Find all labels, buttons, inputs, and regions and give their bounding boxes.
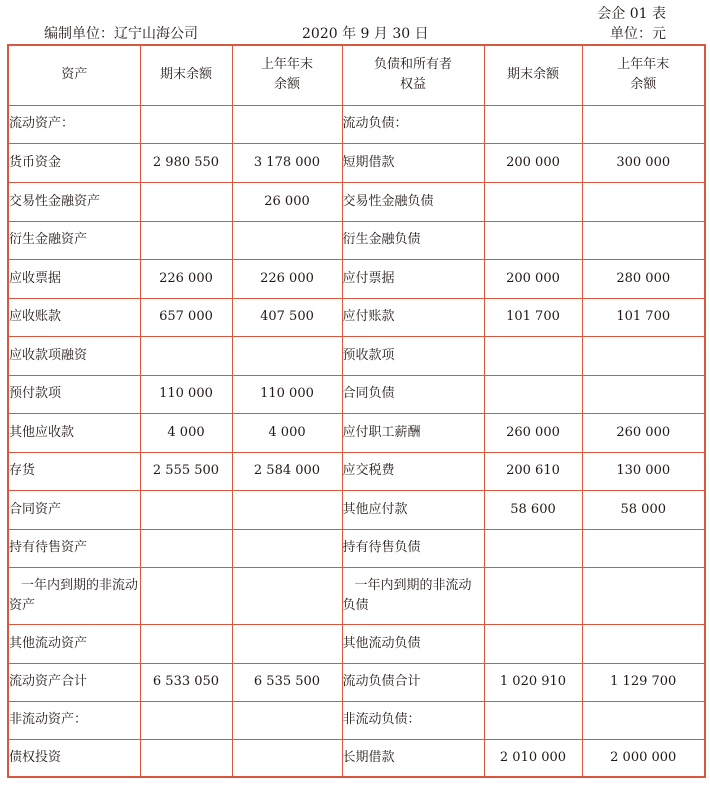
unit-label: 单位：元 — [610, 26, 666, 42]
table-row — [8, 490, 705, 529]
asset-end-value — [140, 336, 232, 375]
liability-label: 短期借款 — [342, 143, 484, 182]
liability-end-value — [484, 105, 582, 143]
asset-end-value: 2 980 550 — [140, 143, 232, 182]
liability-end-value: 200 000 — [484, 259, 582, 298]
asset-end-value — [140, 221, 232, 259]
liability-end-value — [484, 624, 582, 663]
asset-end-value: 226 000 — [140, 259, 232, 298]
liability-prev-value: 260 000 — [582, 413, 705, 452]
liability-label: 持有待售负债 — [342, 529, 484, 567]
asset-label: 存货 — [8, 452, 140, 490]
table-row — [8, 663, 705, 701]
asset-prev-value — [232, 529, 342, 567]
table-row — [8, 336, 705, 375]
asset-label: 流动资产： — [8, 105, 140, 143]
asset-end-value: 110 000 — [140, 375, 232, 413]
asset-prev-value — [232, 567, 342, 624]
asset-label: 一年内到期的非流动资产 — [8, 567, 140, 624]
table-row — [8, 701, 705, 739]
asset-end-value — [140, 182, 232, 221]
liability-end-value — [484, 375, 582, 413]
asset-label: 债权投资 — [8, 739, 140, 777]
asset-label: 交易性金融资产 — [8, 182, 140, 221]
liability-prev-value: 2 000 000 — [582, 739, 705, 777]
liability-end-value: 101 700 — [484, 298, 582, 336]
asset-label: 货币资金 — [8, 143, 140, 182]
liability-end-value: 200 000 — [484, 143, 582, 182]
liability-prev-value: 101 700 — [582, 298, 705, 336]
asset-prev-value: 2 584 000 — [232, 452, 342, 490]
asset-label: 合同资产 — [8, 490, 140, 529]
table-row — [8, 221, 705, 259]
liability-label: 一年内到期的非流动负债 — [342, 567, 484, 624]
asset-prev-value: 4 000 — [232, 413, 342, 452]
liability-prev-value: 300 000 — [582, 143, 705, 182]
asset-prev-value: 407 500 — [232, 298, 342, 336]
asset-prev-value: 110 000 — [232, 375, 342, 413]
liability-label: 长期借款 — [342, 739, 484, 777]
liability-prev-value — [582, 182, 705, 221]
asset-label: 应收票据 — [8, 259, 140, 298]
liability-prev-value — [582, 375, 705, 413]
asset-end-value: 657 000 — [140, 298, 232, 336]
liability-label: 应付账款 — [342, 298, 484, 336]
table-row — [8, 298, 705, 336]
liability-label: 流动负债合计 — [342, 663, 484, 701]
asset-prev-value — [232, 739, 342, 777]
table-row — [8, 143, 705, 182]
liability-label: 预收款项 — [342, 336, 484, 375]
liability-label: 应付职工薪酬 — [342, 413, 484, 452]
asset-end-value — [140, 739, 232, 777]
liability-label: 其他流动负债 — [342, 624, 484, 663]
asset-end-value: 6 533 050 — [140, 663, 232, 701]
table-row — [8, 182, 705, 221]
table-row — [8, 624, 705, 663]
table-row — [8, 259, 705, 298]
table-row — [8, 452, 705, 490]
asset-end-value — [140, 105, 232, 143]
liability-label: 合同负债 — [342, 375, 484, 413]
col-header-liab-prev: 上年年末 余额 — [582, 45, 705, 105]
asset-label: 其他应收款 — [8, 413, 140, 452]
liability-prev-value — [582, 624, 705, 663]
report-date: 2020 年 9 月 30 日 — [302, 26, 429, 42]
table-row — [8, 529, 705, 567]
liability-prev-value — [582, 105, 705, 143]
asset-end-value — [140, 567, 232, 624]
asset-label: 非流动资产： — [8, 701, 140, 739]
asset-label: 应收账款 — [8, 298, 140, 336]
col-header-liabilities: 负债和所有者 权益 — [342, 45, 484, 105]
asset-prev-value — [232, 490, 342, 529]
liability-end-value — [484, 529, 582, 567]
asset-end-value — [140, 529, 232, 567]
liability-end-value — [484, 701, 582, 739]
balance-sheet-table — [7, 44, 706, 778]
liability-label: 其他应付款 — [342, 490, 484, 529]
liability-end-value: 2 010 000 — [484, 739, 582, 777]
liability-end-value: 260 000 — [484, 413, 582, 452]
col-header-assets-end: 期末余额 — [140, 45, 232, 105]
liability-end-value: 58 600 — [484, 490, 582, 529]
form-code: 会企 01 表 — [597, 6, 666, 22]
liability-prev-value — [582, 529, 705, 567]
asset-end-value — [140, 701, 232, 739]
asset-label: 其他流动资产 — [8, 624, 140, 663]
liability-label: 应付票据 — [342, 259, 484, 298]
liability-prev-value: 1 129 700 — [582, 663, 705, 701]
asset-label: 衍生金融资产 — [8, 221, 140, 259]
preparer-label: 编制单位：辽宁山海公司 — [44, 26, 198, 42]
liability-label: 衍生金融负债 — [342, 221, 484, 259]
liability-end-value — [484, 336, 582, 375]
asset-label: 应收款项融资 — [8, 336, 140, 375]
asset-prev-value — [232, 221, 342, 259]
table-row — [8, 375, 705, 413]
liability-prev-value: 280 000 — [582, 259, 705, 298]
col-header-liab-end: 期末余额 — [484, 45, 582, 105]
liability-prev-value — [582, 221, 705, 259]
liability-label: 应交税费 — [342, 452, 484, 490]
asset-prev-value — [232, 336, 342, 375]
asset-end-value: 2 555 500 — [140, 452, 232, 490]
liability-end-value — [484, 182, 582, 221]
asset-end-value — [140, 624, 232, 663]
asset-prev-value: 26 000 — [232, 182, 342, 221]
asset-label: 持有待售资产 — [8, 529, 140, 567]
asset-prev-value: 226 000 — [232, 259, 342, 298]
asset-end-value — [140, 490, 232, 529]
liability-prev-value: 58 000 — [582, 490, 705, 529]
col-header-assets: 资产 — [8, 45, 140, 105]
asset-label: 预付款项 — [8, 375, 140, 413]
liability-label: 非流动负债： — [342, 701, 484, 739]
asset-prev-value — [232, 701, 342, 739]
liability-prev-value — [582, 336, 705, 375]
liability-label: 流动负债： — [342, 105, 484, 143]
table-row — [8, 739, 705, 777]
asset-label: 流动资产合计 — [8, 663, 140, 701]
asset-prev-value: 6 535 500 — [232, 663, 342, 701]
liability-end-value: 200 610 — [484, 452, 582, 490]
table-row — [8, 413, 705, 452]
liability-end-value — [484, 221, 582, 259]
liability-prev-value — [582, 701, 705, 739]
table-row — [8, 105, 705, 143]
liability-prev-value: 130 000 — [582, 452, 705, 490]
header-row — [8, 45, 705, 105]
liability-label: 交易性金融负债 — [342, 182, 484, 221]
table-row — [8, 567, 705, 624]
col-header-assets-prev: 上年年末 余额 — [232, 45, 342, 105]
liability-prev-value — [582, 567, 705, 624]
asset-prev-value — [232, 105, 342, 143]
asset-end-value: 4 000 — [140, 413, 232, 452]
liability-end-value — [484, 567, 582, 624]
liability-end-value: 1 020 910 — [484, 663, 582, 701]
asset-prev-value: 3 178 000 — [232, 143, 342, 182]
asset-prev-value — [232, 624, 342, 663]
